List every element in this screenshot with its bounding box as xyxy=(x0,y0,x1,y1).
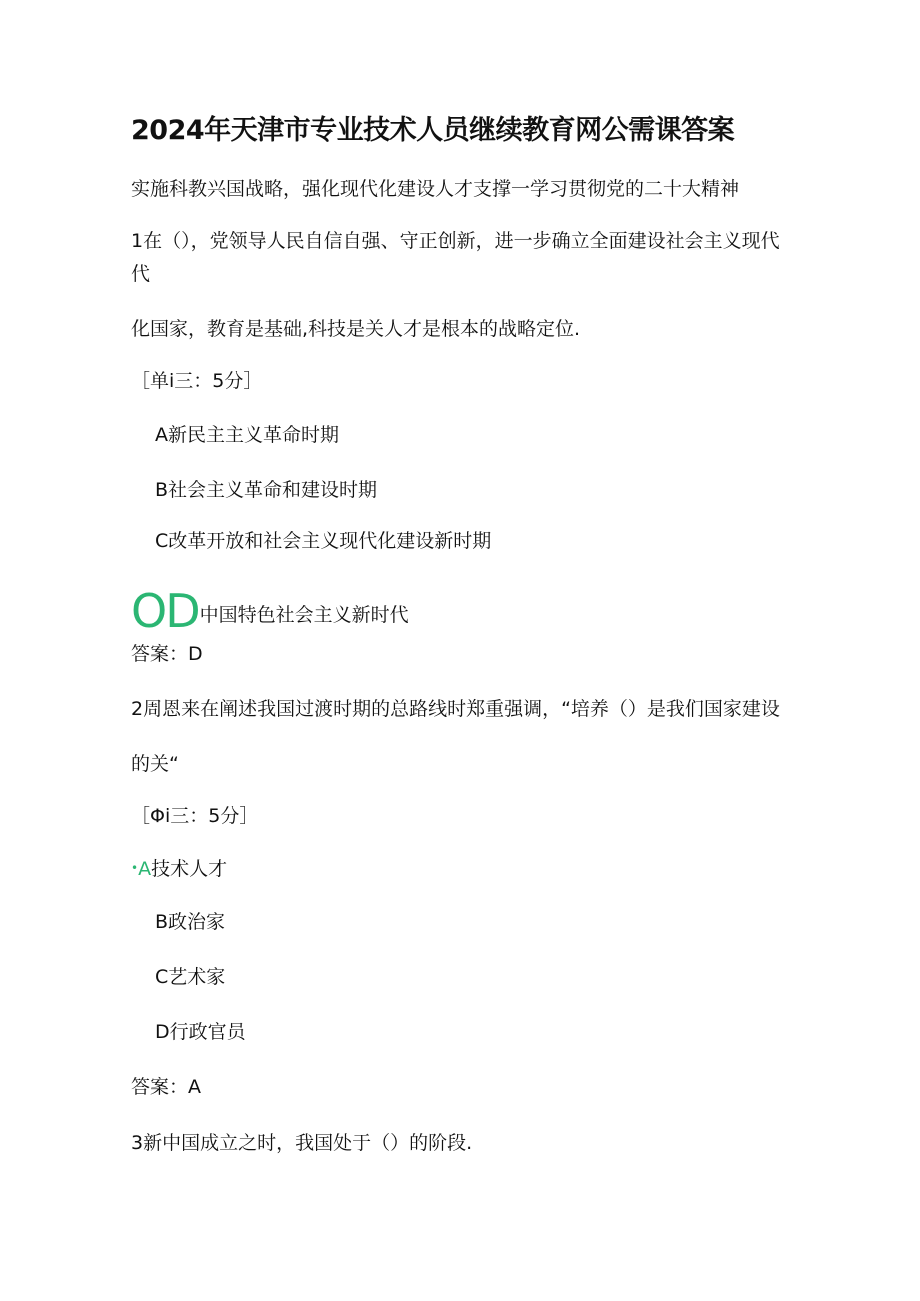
question-stem: 化国家，教育是基础,科技是关人才是根本的战略定位. xyxy=(131,318,581,340)
answer-line: 答案：A xyxy=(131,1076,201,1098)
option-a xyxy=(155,423,339,447)
option-letter: A xyxy=(138,858,152,880)
option-text: 新民主主义革命时期 xyxy=(168,424,340,446)
selected-marker: OD xyxy=(131,584,199,638)
option-text: 政治家 xyxy=(168,911,226,933)
option-text: 社会主义革命和建设时期 xyxy=(168,479,378,501)
question-meta: ［Φi三：5分］ xyxy=(131,805,259,827)
question-stem: 1在（），党领导人民自信自强、守正创新，进一步确立全面建设社会主义现代 xyxy=(131,230,780,252)
option-text: 艺术家 xyxy=(168,966,226,988)
option-text: 技术人才 xyxy=(151,858,228,880)
question-stem: 代 xyxy=(131,263,151,285)
option-text: 中国特色社会主义新时代 xyxy=(199,604,409,626)
question-stem: 的关“ xyxy=(131,753,179,775)
option-letter: A xyxy=(155,424,168,446)
option-text: 改革开放和社会主义现代化建设新时期 xyxy=(168,530,492,552)
option-letter: C xyxy=(155,530,169,552)
question-stem: 3新中国成立之时，我国处于（）的阶段. xyxy=(131,1132,473,1154)
option-letter: B xyxy=(155,911,169,933)
option-a xyxy=(131,856,227,881)
option-c xyxy=(155,529,491,553)
course-subtitle: 实施科教兴国战略，强化现代化建设人才支撑一学习贯彻党的二十大精神 xyxy=(131,178,740,200)
question-stem: 2周恩来在阐述我国过渡时期的总路线时郑重强调，“培养（）是我们国家建设 xyxy=(131,698,780,720)
option-letter: D xyxy=(155,1021,170,1043)
question-meta: ［单i三：5分］ xyxy=(131,370,263,392)
option-b xyxy=(155,478,377,502)
option-d xyxy=(131,584,409,638)
selected-circle-icon: O xyxy=(131,584,166,638)
option-letter: B xyxy=(155,479,169,501)
option-c xyxy=(155,965,225,989)
selected-dot-icon: • xyxy=(131,861,139,875)
option-text: 行政官员 xyxy=(169,1021,246,1043)
option-d xyxy=(155,1020,246,1044)
option-b xyxy=(155,910,225,934)
option-letter: C xyxy=(155,966,169,988)
page-title: 2024年天津市专业技术人员继续教育网公需课答案 xyxy=(131,115,735,146)
answer-line: 答案：D xyxy=(131,643,203,665)
